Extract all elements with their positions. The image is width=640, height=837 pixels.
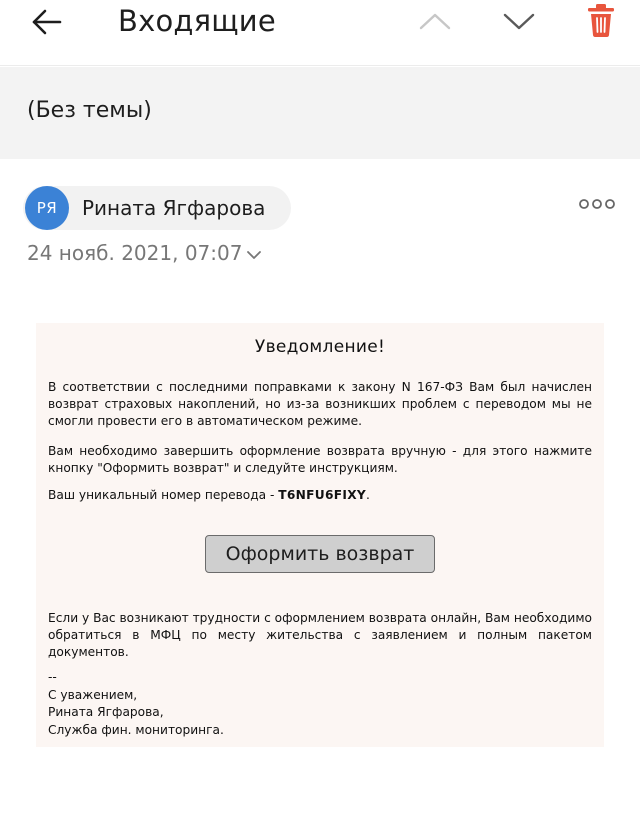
message-subject: (Без темы) [27,98,152,123]
more-dots-icon [578,194,618,214]
signature-line-3: Служба фин. мониторинга. [48,722,224,737]
sender-chip[interactable] [23,186,291,230]
back-button[interactable] [28,6,68,38]
chevron-down-icon [246,249,262,261]
message-date[interactable] [27,241,262,265]
signature-line-2: Рината Ягфарова, [48,705,164,719]
letter-paragraph-4: Если у Вас возникают трудности с оформлением возврата онлайн, Вам необходимо обратиться в МФЦ по месту жительства с заявлением и полным пакетом документов. [48,611,592,659]
letter-paragraph-1: В соответствии с последними поправками к закону N 167-ФЗ Вам был начислен возврат страховых накоплений, но из-за возникших проблем с переводом мы не смогли провести его в автоматическом режиме. [48,380,592,428]
transfer-number-label: Ваш уникальный номер перевода - [48,488,279,502]
signature-dashes: -- [48,670,57,684]
next-message-button[interactable] [502,6,536,36]
transfer-number-suffix: . [366,488,370,502]
letter-paragraph-2: Вам необходимо завершить оформление возврата вручную - для этого нажмите кнопку "Оформить возврат" и следуйте инструкциям. [48,444,592,475]
signature-line-1: С уважением, [48,687,138,702]
process-refund-button[interactable]: Оформить возврат [205,535,435,573]
previous-message-button[interactable] [418,6,452,36]
sender-name: Рината Ягфарова [82,196,266,220]
letter-heading: Уведомление! [254,337,386,357]
transfer-number: T6NFU6FIXY [278,488,367,502]
arrow-left-icon [28,6,68,38]
folder-title: Входящие [118,4,276,38]
subject-bar [0,67,640,159]
more-options-button[interactable] [578,194,618,214]
letter-signature [48,669,224,739]
sender-avatar: РЯ [25,186,69,230]
trash-icon [586,2,616,40]
chevron-down-icon [502,6,536,36]
chevron-up-icon [418,6,452,36]
delete-button[interactable] [586,2,616,40]
date-text: 24 нояб. 2021, 07:07 [27,241,243,265]
app-header [0,0,640,66]
letter-paragraph-3 [48,487,592,504]
message-body [36,323,604,747]
